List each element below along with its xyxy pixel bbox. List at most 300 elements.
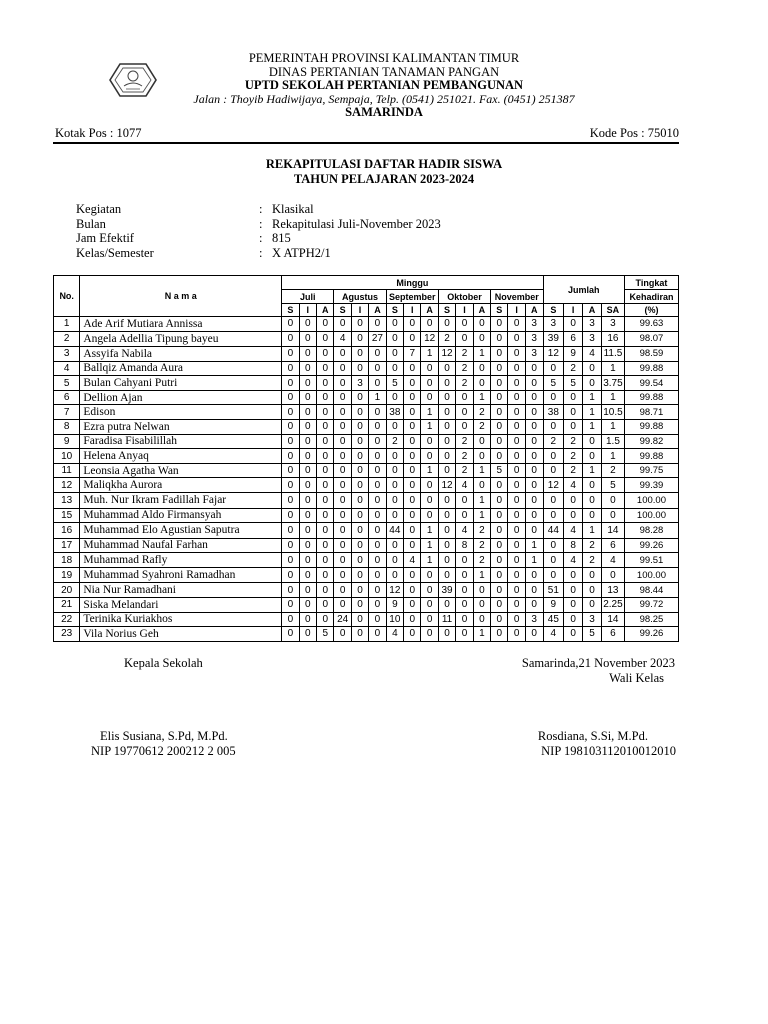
student-name: Ade Arif Mutiara Annissa bbox=[80, 317, 282, 332]
total-cell: 1 bbox=[601, 449, 624, 464]
attendance-cell: 0 bbox=[351, 493, 368, 509]
total-cell: 5 bbox=[564, 376, 583, 391]
attendance-cell: 0 bbox=[386, 331, 403, 347]
signature-left-role: Kepala Sekolah bbox=[124, 656, 203, 670]
table-row bbox=[54, 361, 679, 376]
total-cell: 0 bbox=[583, 583, 602, 598]
total-cell: 1 bbox=[583, 523, 602, 539]
attendance-cell: 0 bbox=[491, 612, 508, 627]
attendance-cell: 0 bbox=[317, 538, 334, 553]
attendance-cell: 0 bbox=[508, 331, 525, 347]
attendance-cell: 12 bbox=[386, 583, 403, 598]
attendance-cell: 0 bbox=[282, 523, 299, 539]
attendance-cell: 0 bbox=[438, 420, 455, 435]
attendance-cell: 0 bbox=[351, 405, 368, 420]
table-row bbox=[54, 449, 679, 464]
total-cell: 6 bbox=[564, 331, 583, 347]
attendance-cell: 0 bbox=[421, 612, 438, 627]
attendance-cell: 0 bbox=[525, 376, 543, 391]
letterhead-address: Jalan : Thoyib Hadiwijaya, Sempaja, Telp. (0541) 251021. Fax. (0451) 251387 bbox=[193, 91, 575, 106]
student-name: Helena Anyaq bbox=[80, 449, 282, 464]
attendance-cell: 0 bbox=[404, 463, 421, 478]
header-sub-s: S bbox=[386, 304, 403, 317]
row-number: 19 bbox=[54, 567, 80, 583]
table-row bbox=[54, 508, 679, 523]
total-cell: 0 bbox=[564, 390, 583, 405]
attendance-cell: 1 bbox=[473, 627, 490, 642]
student-name: Edison bbox=[80, 405, 282, 420]
attendance-percentage: 98.59 bbox=[624, 347, 678, 362]
attendance-cell: 0 bbox=[299, 449, 316, 464]
attendance-cell: 0 bbox=[491, 434, 508, 449]
attendance-cell: 0 bbox=[369, 376, 386, 391]
total-cell: 2 bbox=[583, 553, 602, 568]
attendance-cell: 0 bbox=[369, 508, 386, 523]
attendance-cell: 2 bbox=[473, 538, 490, 553]
total-cell: 0 bbox=[564, 583, 583, 598]
attendance-cell: 0 bbox=[456, 627, 473, 642]
attendance-cell: 0 bbox=[491, 583, 508, 598]
total-cell: 4 bbox=[601, 553, 624, 568]
student-name: Muhammad Rafly bbox=[80, 553, 282, 568]
attendance-cell: 0 bbox=[508, 583, 525, 598]
student-name: Muhammad Naufal Farhan bbox=[80, 538, 282, 553]
row-number: 21 bbox=[54, 597, 80, 612]
total-cell: 44 bbox=[543, 523, 564, 539]
attendance-cell: 0 bbox=[369, 493, 386, 509]
attendance-cell: 0 bbox=[299, 493, 316, 509]
attendance-cell: 1 bbox=[473, 493, 490, 509]
attendance-cell: 0 bbox=[386, 478, 403, 493]
attendance-cell: 0 bbox=[299, 317, 316, 332]
header-sub-a: A bbox=[525, 304, 543, 317]
total-cell: 0 bbox=[543, 508, 564, 523]
row-number: 12 bbox=[54, 478, 80, 493]
total-cell: 45 bbox=[543, 612, 564, 627]
attendance-cell: 0 bbox=[299, 347, 316, 362]
total-cell: 9 bbox=[564, 347, 583, 362]
attendance-cell: 0 bbox=[369, 538, 386, 553]
attendance-cell: 0 bbox=[508, 347, 525, 362]
attendance-cell: 4 bbox=[334, 331, 351, 347]
total-cell: 0 bbox=[543, 493, 564, 509]
attendance-cell: 0 bbox=[404, 434, 421, 449]
attendance-cell: 0 bbox=[369, 567, 386, 583]
student-name: Muhammad Syahroni Ramadhan bbox=[80, 567, 282, 583]
attendance-cell: 0 bbox=[317, 567, 334, 583]
attendance-cell: 7 bbox=[404, 347, 421, 362]
attendance-cell: 38 bbox=[386, 405, 403, 420]
attendance-cell: 0 bbox=[438, 434, 455, 449]
total-cell: 1 bbox=[583, 463, 602, 478]
attendance-cell: 0 bbox=[351, 597, 368, 612]
table-row bbox=[54, 553, 679, 568]
attendance-cell: 0 bbox=[421, 597, 438, 612]
attendance-cell: 0 bbox=[438, 567, 455, 583]
total-cell: 5 bbox=[543, 376, 564, 391]
attendance-cell: 0 bbox=[404, 478, 421, 493]
header-month: November bbox=[491, 290, 543, 304]
attendance-cell: 0 bbox=[369, 317, 386, 332]
attendance-cell: 0 bbox=[508, 478, 525, 493]
attendance-cell: 0 bbox=[404, 390, 421, 405]
table-row bbox=[54, 597, 679, 612]
attendance-cell: 1 bbox=[421, 463, 438, 478]
po-box: Kotak Pos : 1077 bbox=[55, 126, 142, 140]
attendance-cell: 0 bbox=[508, 449, 525, 464]
total-cell: 3 bbox=[583, 331, 602, 347]
attendance-cell: 9 bbox=[386, 597, 403, 612]
letterhead bbox=[0, 52, 768, 120]
row-number: 11 bbox=[54, 463, 80, 478]
attendance-cell: 0 bbox=[351, 478, 368, 493]
total-cell: 3 bbox=[583, 612, 602, 627]
attendance-cell: 0 bbox=[334, 523, 351, 539]
attendance-cell: 0 bbox=[299, 405, 316, 420]
letterhead-city: SAMARINDA bbox=[345, 105, 423, 119]
attendance-cell: 0 bbox=[404, 420, 421, 435]
attendance-cell: 0 bbox=[351, 627, 368, 642]
attendance-cell: 0 bbox=[386, 508, 403, 523]
attendance-cell: 0 bbox=[508, 361, 525, 376]
attendance-cell: 0 bbox=[351, 331, 368, 347]
attendance-cell: 0 bbox=[317, 583, 334, 598]
attendance-cell: 0 bbox=[404, 493, 421, 509]
student-name: Siska Melandari bbox=[80, 597, 282, 612]
attendance-cell: 0 bbox=[351, 583, 368, 598]
header-row bbox=[54, 276, 679, 290]
total-cell: 2 bbox=[583, 538, 602, 553]
header-jumlah-s: S bbox=[543, 304, 564, 317]
attendance-percentage: 99.88 bbox=[624, 390, 678, 405]
attendance-percentage: 99.26 bbox=[624, 538, 678, 553]
title-line-2: TAHUN PELAJARAN 2023-2024 bbox=[293, 171, 475, 186]
attendance-cell: 0 bbox=[317, 523, 334, 539]
student-name: Dellion Ajan bbox=[80, 390, 282, 405]
attendance-cell: 0 bbox=[491, 390, 508, 405]
attendance-cell: 0 bbox=[404, 597, 421, 612]
student-name: Bulan Cahyani Putri bbox=[80, 376, 282, 391]
attendance-cell: 0 bbox=[369, 627, 386, 642]
attendance-cell: 0 bbox=[508, 390, 525, 405]
attendance-cell: 0 bbox=[282, 567, 299, 583]
attendance-cell: 0 bbox=[282, 538, 299, 553]
total-cell: 3 bbox=[543, 317, 564, 332]
signature-right-role: Wali Kelas bbox=[609, 671, 664, 685]
attendance-cell: 0 bbox=[421, 627, 438, 642]
total-cell: 0 bbox=[564, 405, 583, 420]
table-row bbox=[54, 331, 679, 347]
attendance-cell: 0 bbox=[404, 361, 421, 376]
row-number: 13 bbox=[54, 493, 80, 509]
attendance-cell: 1 bbox=[369, 390, 386, 405]
attendance-cell: 3 bbox=[525, 347, 543, 362]
header-minggu: Minggu bbox=[282, 276, 543, 290]
attendance-cell: 0 bbox=[317, 331, 334, 347]
attendance-cell: 0 bbox=[491, 361, 508, 376]
header-month: Agustus bbox=[334, 290, 386, 304]
info-row bbox=[76, 246, 576, 261]
attendance-cell: 0 bbox=[282, 493, 299, 509]
attendance-cell: 0 bbox=[317, 449, 334, 464]
attendance-cell: 3 bbox=[525, 612, 543, 627]
attendance-cell: 0 bbox=[491, 405, 508, 420]
attendance-cell: 0 bbox=[525, 390, 543, 405]
attendance-percentage: 99.88 bbox=[624, 420, 678, 435]
attendance-percentage: 100.00 bbox=[624, 508, 678, 523]
attendance-cell: 0 bbox=[334, 317, 351, 332]
attendance-cell: 0 bbox=[404, 567, 421, 583]
attendance-cell: 0 bbox=[369, 553, 386, 568]
document-title bbox=[0, 157, 768, 186]
attendance-cell: 0 bbox=[334, 508, 351, 523]
attendance-table bbox=[53, 275, 679, 642]
attendance-cell: 0 bbox=[317, 420, 334, 435]
total-cell: 1 bbox=[601, 420, 624, 435]
row-number: 2 bbox=[54, 331, 80, 347]
attendance-percentage: 99.54 bbox=[624, 376, 678, 391]
student-name: Ballqiz Amanda Aura bbox=[80, 361, 282, 376]
attendance-cell: 0 bbox=[508, 508, 525, 523]
attendance-cell: 0 bbox=[317, 508, 334, 523]
attendance-cell: 0 bbox=[404, 538, 421, 553]
attendance-percentage: 99.39 bbox=[624, 478, 678, 493]
attendance-cell: 1 bbox=[525, 538, 543, 553]
total-cell: 0 bbox=[583, 376, 602, 391]
attendance-cell: 0 bbox=[525, 627, 543, 642]
attendance-cell: 0 bbox=[491, 538, 508, 553]
attendance-cell: 0 bbox=[317, 390, 334, 405]
attendance-cell: 0 bbox=[525, 493, 543, 509]
table-row bbox=[54, 420, 679, 435]
attendance-cell: 2 bbox=[438, 331, 455, 347]
total-cell: 9 bbox=[543, 597, 564, 612]
attendance-cell: 0 bbox=[421, 449, 438, 464]
attendance-cell: 0 bbox=[421, 390, 438, 405]
attendance-cell: 4 bbox=[404, 553, 421, 568]
attendance-cell: 8 bbox=[456, 538, 473, 553]
attendance-cell: 0 bbox=[369, 597, 386, 612]
attendance-cell: 0 bbox=[334, 361, 351, 376]
attendance-cell: 0 bbox=[317, 612, 334, 627]
total-cell: 1.5 bbox=[601, 434, 624, 449]
attendance-cell: 0 bbox=[491, 553, 508, 568]
attendance-cell: 0 bbox=[282, 583, 299, 598]
attendance-cell: 2 bbox=[456, 347, 473, 362]
total-cell: 0 bbox=[583, 493, 602, 509]
attendance-cell: 0 bbox=[525, 508, 543, 523]
total-cell: 0 bbox=[543, 361, 564, 376]
header-sub-i: I bbox=[299, 304, 316, 317]
attendance-cell: 0 bbox=[438, 538, 455, 553]
attendance-cell: 0 bbox=[438, 523, 455, 539]
attendance-cell: 0 bbox=[369, 612, 386, 627]
total-cell: 4 bbox=[564, 478, 583, 493]
table-row bbox=[54, 376, 679, 391]
attendance-cell: 12 bbox=[438, 347, 455, 362]
attendance-cell: 0 bbox=[386, 493, 403, 509]
table-row bbox=[54, 567, 679, 583]
attendance-cell: 3 bbox=[525, 331, 543, 347]
attendance-cell: 1 bbox=[473, 347, 490, 362]
attendance-cell: 0 bbox=[491, 627, 508, 642]
attendance-cell: 0 bbox=[438, 493, 455, 509]
total-cell: 0 bbox=[583, 478, 602, 493]
attendance-cell: 0 bbox=[299, 331, 316, 347]
total-cell: 38 bbox=[543, 405, 564, 420]
attendance-cell: 0 bbox=[421, 478, 438, 493]
table-row bbox=[54, 493, 679, 509]
attendance-cell: 0 bbox=[282, 463, 299, 478]
student-name: Muh. Nur Ikram Fadillah Fajar bbox=[80, 493, 282, 509]
attendance-cell: 0 bbox=[473, 434, 490, 449]
attendance-cell: 0 bbox=[404, 449, 421, 464]
total-cell: 0 bbox=[601, 567, 624, 583]
attendance-cell: 0 bbox=[334, 567, 351, 583]
attendance-cell: 0 bbox=[369, 583, 386, 598]
total-cell: 0 bbox=[601, 508, 624, 523]
attendance-cell: 0 bbox=[456, 390, 473, 405]
attendance-cell: 0 bbox=[421, 361, 438, 376]
row-number: 17 bbox=[54, 538, 80, 553]
row-number: 23 bbox=[54, 627, 80, 642]
attendance-cell: 0 bbox=[351, 567, 368, 583]
header-pct: (%) bbox=[624, 304, 678, 317]
attendance-cell: 0 bbox=[351, 390, 368, 405]
attendance-cell: 0 bbox=[525, 583, 543, 598]
total-cell: 14 bbox=[601, 523, 624, 539]
attendance-cell: 0 bbox=[334, 627, 351, 642]
attendance-cell: 0 bbox=[369, 347, 386, 362]
total-cell: 11.5 bbox=[601, 347, 624, 362]
attendance-cell: 0 bbox=[351, 523, 368, 539]
attendance-cell: 0 bbox=[473, 331, 490, 347]
attendance-cell: 0 bbox=[508, 317, 525, 332]
attendance-cell: 0 bbox=[369, 420, 386, 435]
total-cell: 0 bbox=[564, 317, 583, 332]
total-cell: 0 bbox=[564, 508, 583, 523]
attendance-cell: 0 bbox=[508, 420, 525, 435]
attendance-cell: 0 bbox=[491, 493, 508, 509]
attendance-cell: 0 bbox=[334, 449, 351, 464]
attendance-cell: 0 bbox=[334, 597, 351, 612]
attendance-cell: 10 bbox=[386, 612, 403, 627]
attendance-cell: 1 bbox=[421, 347, 438, 362]
attendance-cell: 0 bbox=[351, 508, 368, 523]
total-cell: 0 bbox=[564, 420, 583, 435]
attendance-cell: 0 bbox=[473, 376, 490, 391]
title-line-1: REKAPITULASI DAFTAR HADIR SISWA bbox=[265, 157, 503, 171]
attendance-cell: 0 bbox=[369, 523, 386, 539]
attendance-cell: 0 bbox=[317, 597, 334, 612]
total-cell: 1 bbox=[601, 390, 624, 405]
attendance-cell: 0 bbox=[438, 390, 455, 405]
table-row bbox=[54, 405, 679, 420]
table-header bbox=[54, 276, 679, 317]
total-cell: 2 bbox=[564, 434, 583, 449]
attendance-cell: 0 bbox=[525, 361, 543, 376]
attendance-cell: 0 bbox=[317, 553, 334, 568]
attendance-cell: 0 bbox=[369, 463, 386, 478]
table-row bbox=[54, 347, 679, 362]
attendance-cell: 0 bbox=[491, 331, 508, 347]
attendance-cell: 0 bbox=[525, 405, 543, 420]
attendance-cell: 0 bbox=[473, 597, 490, 612]
attendance-cell: 0 bbox=[525, 478, 543, 493]
attendance-cell: 0 bbox=[421, 508, 438, 523]
student-name: Terinika Kuriakhos bbox=[80, 612, 282, 627]
total-cell: 4 bbox=[543, 627, 564, 642]
total-cell: 0 bbox=[583, 597, 602, 612]
attendance-cell: 0 bbox=[404, 508, 421, 523]
attendance-cell: 12 bbox=[421, 331, 438, 347]
attendance-cell: 0 bbox=[369, 405, 386, 420]
attendance-cell: 0 bbox=[317, 347, 334, 362]
attendance-cell: 0 bbox=[282, 361, 299, 376]
attendance-cell: 0 bbox=[351, 317, 368, 332]
attendance-cell: 0 bbox=[404, 317, 421, 332]
attendance-cell: 0 bbox=[351, 449, 368, 464]
header-sub-i: I bbox=[508, 304, 525, 317]
attendance-cell: 0 bbox=[317, 376, 334, 391]
attendance-cell: 0 bbox=[508, 597, 525, 612]
attendance-percentage: 98.44 bbox=[624, 583, 678, 598]
attendance-cell: 0 bbox=[421, 376, 438, 391]
student-name: Ezra putra Nelwan bbox=[80, 420, 282, 435]
total-cell: 2 bbox=[564, 463, 583, 478]
attendance-cell: 0 bbox=[421, 434, 438, 449]
signature-left-name: Elis Susiana, S.Pd, M.Pd. bbox=[100, 729, 228, 743]
attendance-cell: 0 bbox=[299, 612, 316, 627]
attendance-cell: 11 bbox=[438, 612, 455, 627]
total-cell: 0 bbox=[543, 538, 564, 553]
attendance-cell: 0 bbox=[508, 523, 525, 539]
info-label: Kegiatan bbox=[76, 202, 122, 216]
total-cell: 0 bbox=[564, 627, 583, 642]
attendance-cell: 4 bbox=[456, 523, 473, 539]
letterhead-school: UPTD SEKOLAH PERTANIAN PEMBANGUNAN bbox=[244, 78, 524, 92]
attendance-cell: 0 bbox=[351, 553, 368, 568]
attendance-cell: 0 bbox=[491, 508, 508, 523]
attendance-cell: 0 bbox=[334, 478, 351, 493]
total-cell: 5 bbox=[583, 627, 602, 642]
attendance-cell: 0 bbox=[438, 317, 455, 332]
attendance-cell: 0 bbox=[369, 434, 386, 449]
attendance-cell: 0 bbox=[438, 597, 455, 612]
attendance-cell: 0 bbox=[404, 612, 421, 627]
header-sub-s: S bbox=[491, 304, 508, 317]
attendance-cell: 0 bbox=[421, 583, 438, 598]
attendance-cell: 0 bbox=[421, 493, 438, 509]
attendance-cell: 2 bbox=[473, 420, 490, 435]
attendance-cell: 0 bbox=[334, 553, 351, 568]
total-cell: 8 bbox=[564, 538, 583, 553]
attendance-cell: 0 bbox=[491, 376, 508, 391]
attendance-percentage: 98.07 bbox=[624, 331, 678, 347]
total-cell: 0 bbox=[583, 567, 602, 583]
table-row bbox=[54, 612, 679, 627]
total-cell: 0 bbox=[564, 597, 583, 612]
attendance-percentage: 99.72 bbox=[624, 597, 678, 612]
row-number: 8 bbox=[54, 420, 80, 435]
attendance-cell: 0 bbox=[386, 420, 403, 435]
attendance-cell: 0 bbox=[438, 361, 455, 376]
info-colon: : bbox=[259, 202, 263, 216]
total-cell: 4 bbox=[583, 347, 602, 362]
attendance-cell: 0 bbox=[334, 493, 351, 509]
total-cell: 3 bbox=[601, 317, 624, 332]
attendance-percentage: 100.00 bbox=[624, 493, 678, 509]
